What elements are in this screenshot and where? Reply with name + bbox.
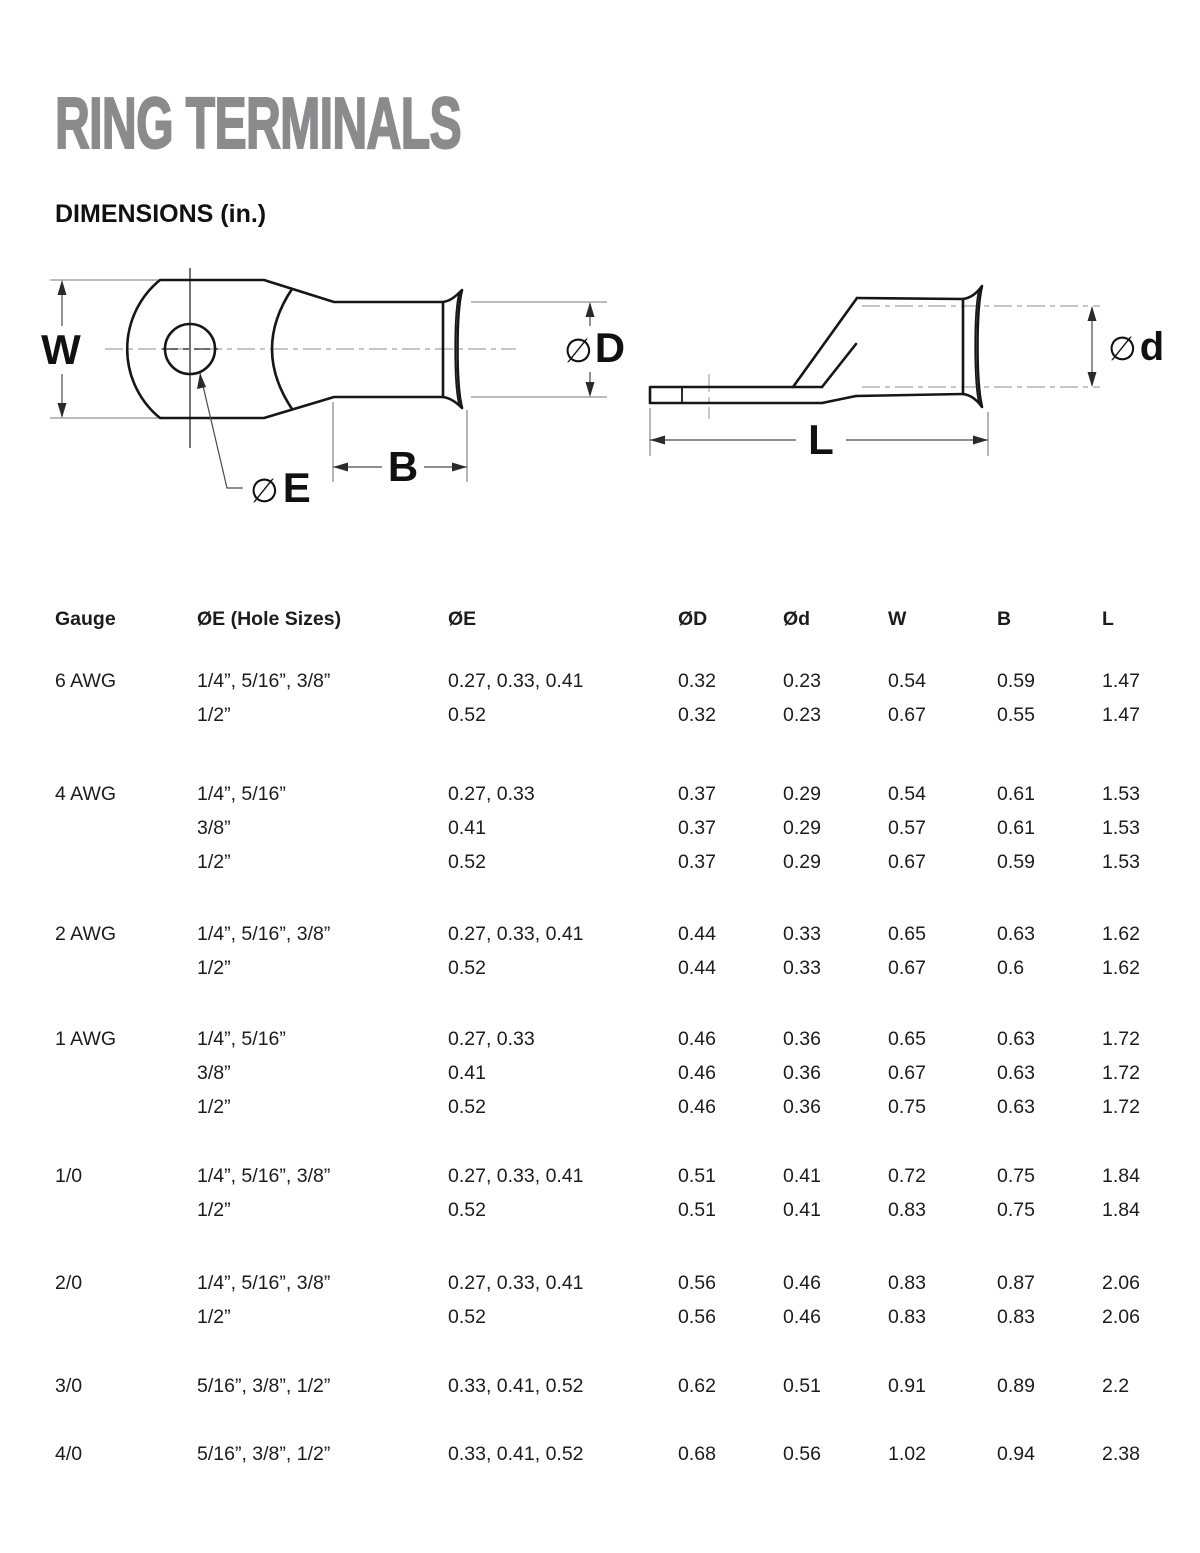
cell-w: 0.83 <box>888 1272 926 1294</box>
cell-holes: 1/2” <box>197 957 231 979</box>
cell-od: 0.62 <box>678 1375 716 1397</box>
cell-l: 1.53 <box>1102 817 1140 839</box>
cell-l: 1.47 <box>1102 670 1140 692</box>
cell-holes: 1/2” <box>197 851 231 873</box>
cell-l: 1.53 <box>1102 783 1140 805</box>
gauge-group <box>0 923 1200 991</box>
cell-holes: 1/4”, 5/16”, 3/8” <box>197 1272 331 1294</box>
cell-holes: 5/16”, 3/8”, 1/2” <box>197 1443 331 1465</box>
cell-oe: 0.52 <box>448 1096 486 1118</box>
cell-oe: 0.27, 0.33, 0.41 <box>448 1165 584 1187</box>
cell-odl: 0.29 <box>783 851 821 873</box>
cell-holes: 1/4”, 5/16”, 3/8” <box>197 1165 331 1187</box>
cell-b: 0.89 <box>997 1375 1035 1397</box>
table-row <box>0 851 1200 885</box>
drawing-side-view <box>650 286 1164 463</box>
cell-odl: 0.36 <box>783 1096 821 1118</box>
cell-gauge: 6 AWG <box>55 670 117 692</box>
cell-holes: 1/2” <box>197 1096 231 1118</box>
gauge-group <box>0 1443 1200 1477</box>
cell-b: 0.63 <box>997 1062 1035 1084</box>
cell-w: 0.83 <box>888 1199 926 1221</box>
cell-odl: 0.41 <box>783 1199 821 1221</box>
cell-holes: 1/4”, 5/16”, 3/8” <box>197 923 331 945</box>
cell-b: 0.63 <box>997 1028 1035 1050</box>
cell-odl: 0.41 <box>783 1165 821 1187</box>
table-row <box>0 1306 1200 1340</box>
gauge-group <box>0 1272 1200 1340</box>
cell-od: 0.68 <box>678 1443 716 1465</box>
diameter-symbol-icon: ∅ <box>564 331 593 370</box>
cell-gauge: 2 AWG <box>55 923 117 945</box>
cell-odl: 0.23 <box>783 670 821 692</box>
cell-od: 0.51 <box>678 1165 716 1187</box>
table-row <box>0 957 1200 991</box>
cell-l: 1.72 <box>1102 1096 1140 1118</box>
ring-terminal-diagram <box>0 250 1200 550</box>
cell-l: 2.2 <box>1102 1375 1130 1397</box>
table-row <box>0 1443 1200 1477</box>
table-row <box>0 817 1200 851</box>
cell-odl: 0.51 <box>783 1375 821 1397</box>
header-od: ØD <box>678 608 708 630</box>
cell-l: 1.72 <box>1102 1062 1140 1084</box>
cell-oe: 0.33, 0.41, 0.52 <box>448 1443 584 1465</box>
cell-oe: 0.41 <box>448 817 486 839</box>
cell-oe: 0.52 <box>448 851 486 873</box>
cell-w: 0.57 <box>888 817 926 839</box>
cell-odl: 0.36 <box>783 1028 821 1050</box>
cell-od: 0.56 <box>678 1272 716 1294</box>
cell-odl: 0.46 <box>783 1306 821 1328</box>
cell-odl: 0.36 <box>783 1062 821 1084</box>
cell-w: 0.67 <box>888 851 926 873</box>
cell-b: 0.87 <box>997 1272 1035 1294</box>
cell-b: 0.59 <box>997 670 1035 692</box>
cell-l: 2.06 <box>1102 1306 1140 1328</box>
cell-od: 0.46 <box>678 1096 716 1118</box>
cell-b: 0.63 <box>997 923 1035 945</box>
gauge-group <box>0 670 1200 738</box>
cell-holes: 3/8” <box>197 817 231 839</box>
cell-odl: 0.29 <box>783 817 821 839</box>
cell-b: 0.63 <box>997 1096 1035 1118</box>
cell-l: 1.84 <box>1102 1165 1140 1187</box>
gauge-group <box>0 1165 1200 1233</box>
dim-label-od: ∅D <box>564 324 626 371</box>
cell-l: 1.84 <box>1102 1199 1140 1221</box>
cell-gauge: 4 AWG <box>55 783 117 805</box>
header-b: B <box>997 608 1012 630</box>
header-l: L <box>1102 608 1114 630</box>
cell-holes: 3/8” <box>197 1062 231 1084</box>
dim-label-d: ∅d <box>1108 325 1165 369</box>
cell-w: 0.65 <box>888 923 926 945</box>
cell-b: 0.61 <box>997 817 1035 839</box>
header-oe: ØE <box>448 608 477 630</box>
cell-gauge: 1 AWG <box>55 1028 117 1050</box>
cell-b: 0.55 <box>997 704 1035 726</box>
cell-b: 0.61 <box>997 783 1035 805</box>
cell-w: 0.83 <box>888 1306 926 1328</box>
cell-l: 2.38 <box>1102 1443 1140 1465</box>
header-od-lower: Ød <box>783 608 811 630</box>
dimensions-subtitle: DIMENSIONS (in.) <box>55 200 267 228</box>
cell-odl: 0.33 <box>783 923 821 945</box>
cell-oe: 0.33, 0.41, 0.52 <box>448 1375 584 1397</box>
cell-od: 0.46 <box>678 1028 716 1050</box>
cell-w: 0.67 <box>888 1062 926 1084</box>
cell-b: 0.94 <box>997 1443 1035 1465</box>
cell-w: 1.02 <box>888 1443 926 1465</box>
table-row <box>0 1028 1200 1062</box>
cell-odl: 0.23 <box>783 704 821 726</box>
cell-oe: 0.52 <box>448 1199 486 1221</box>
cell-l: 1.62 <box>1102 923 1140 945</box>
cell-odl: 0.56 <box>783 1443 821 1465</box>
cell-oe: 0.27, 0.33, 0.41 <box>448 1272 584 1294</box>
cell-holes: 1/4”, 5/16”, 3/8” <box>197 670 331 692</box>
cell-od: 0.32 <box>678 704 716 726</box>
cell-oe: 0.27, 0.33, 0.41 <box>448 670 584 692</box>
cell-b: 0.75 <box>997 1165 1035 1187</box>
header-w: W <box>888 608 907 630</box>
cell-w: 0.67 <box>888 704 926 726</box>
cell-od: 0.37 <box>678 783 716 805</box>
dim-label-l: L <box>808 416 834 463</box>
cell-oe: 0.27, 0.33, 0.41 <box>448 923 584 945</box>
cell-oe: 0.41 <box>448 1062 486 1084</box>
cell-holes: 1/4”, 5/16” <box>197 783 286 805</box>
cell-w: 0.75 <box>888 1096 926 1118</box>
cell-od: 0.37 <box>678 817 716 839</box>
cell-b: 0.83 <box>997 1306 1035 1328</box>
cell-holes: 1/2” <box>197 704 231 726</box>
cell-w: 0.65 <box>888 1028 926 1050</box>
table-row <box>0 1199 1200 1233</box>
cell-b: 0.6 <box>997 957 1025 979</box>
cell-holes: 1/2” <box>197 1306 231 1328</box>
cell-oe: 0.52 <box>448 704 486 726</box>
cell-od: 0.46 <box>678 1062 716 1084</box>
cell-oe: 0.52 <box>448 957 486 979</box>
table-row <box>0 704 1200 738</box>
cell-l: 1.62 <box>1102 957 1140 979</box>
page-title: RING TERMINALS <box>55 84 462 164</box>
table-row <box>0 1272 1200 1306</box>
header-hole-sizes: ØE (Hole Sizes) <box>197 608 342 630</box>
cell-od: 0.37 <box>678 851 716 873</box>
dim-label-oe: ∅E <box>250 464 311 511</box>
table-header-row <box>0 608 1200 642</box>
cell-gauge: 2/0 <box>55 1272 83 1294</box>
cell-gauge: 1/0 <box>55 1165 83 1187</box>
cell-w: 0.54 <box>888 783 926 805</box>
diameter-symbol-icon: ∅ <box>1108 329 1137 368</box>
cell-gauge: 3/0 <box>55 1375 83 1397</box>
dim-label-w: W <box>41 326 81 373</box>
cell-od: 0.44 <box>678 957 716 979</box>
cell-od: 0.51 <box>678 1199 716 1221</box>
cell-w: 0.67 <box>888 957 926 979</box>
gauge-group <box>0 1375 1200 1409</box>
cell-b: 0.59 <box>997 851 1035 873</box>
table-row <box>0 783 1200 817</box>
cell-od: 0.56 <box>678 1306 716 1328</box>
table-row <box>0 923 1200 957</box>
cell-w: 0.54 <box>888 670 926 692</box>
cell-w: 0.91 <box>888 1375 926 1397</box>
cell-od: 0.32 <box>678 670 716 692</box>
dim-label-b: B <box>387 443 419 490</box>
cell-l: 1.53 <box>1102 851 1140 873</box>
cell-w: 0.72 <box>888 1165 926 1187</box>
table-row <box>0 1165 1200 1199</box>
cell-oe: 0.27, 0.33 <box>448 1028 535 1050</box>
cell-odl: 0.33 <box>783 957 821 979</box>
table-row <box>0 1096 1200 1130</box>
cell-holes: 1/4”, 5/16” <box>197 1028 286 1050</box>
cell-odl: 0.46 <box>783 1272 821 1294</box>
drawing-top-view <box>41 268 625 511</box>
cell-gauge: 4/0 <box>55 1443 83 1465</box>
cell-l: 1.47 <box>1102 704 1140 726</box>
cell-l: 1.72 <box>1102 1028 1140 1050</box>
gauge-group <box>0 1028 1200 1130</box>
cell-holes: 5/16”, 3/8”, 1/2” <box>197 1375 331 1397</box>
table-row <box>0 1375 1200 1409</box>
table-row <box>0 670 1200 704</box>
technical-drawings <box>0 250 1200 550</box>
diameter-symbol-icon: ∅ <box>250 471 279 510</box>
table-row <box>0 1062 1200 1096</box>
gauge-group <box>0 783 1200 885</box>
cell-od: 0.44 <box>678 923 716 945</box>
cell-oe: 0.27, 0.33 <box>448 783 535 805</box>
cell-odl: 0.29 <box>783 783 821 805</box>
cell-holes: 1/2” <box>197 1199 231 1221</box>
cell-l: 2.06 <box>1102 1272 1140 1294</box>
cell-b: 0.75 <box>997 1199 1035 1221</box>
header-gauge: Gauge <box>55 608 116 630</box>
cell-oe: 0.52 <box>448 1306 486 1328</box>
